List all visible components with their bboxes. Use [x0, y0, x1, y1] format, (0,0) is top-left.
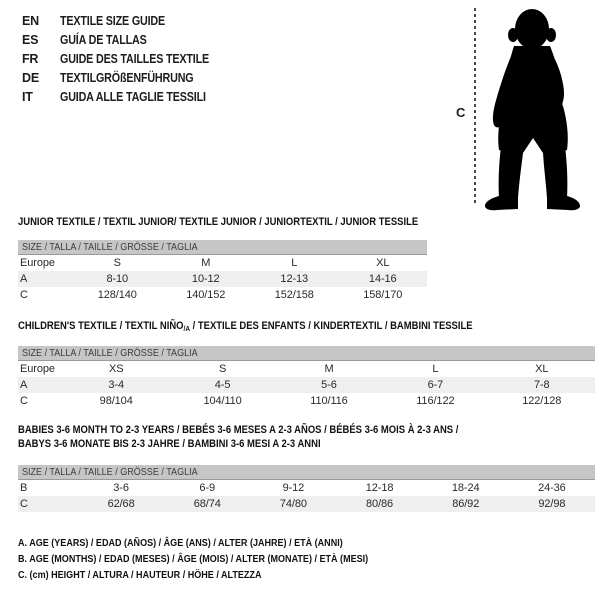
children-table-title: CHILDREN'S TEXTILE / TEXTIL NIÑO/A / TEXTILE DES ENFANTS / KINDERTEXTIL / BAMBINI TESSILE — [18, 320, 473, 333]
subscript-text: /A — [183, 324, 190, 333]
language-row-es — [22, 30, 233, 49]
row-label-cell: B — [20, 482, 28, 494]
table-row — [18, 377, 595, 393]
row-label-cell: A — [18, 377, 63, 393]
language-code: FR — [22, 51, 39, 66]
size-cell: S — [218, 363, 227, 375]
size-cell: 98/104 — [99, 395, 133, 407]
size-cell: S — [113, 257, 121, 269]
language-code: IT — [22, 89, 33, 104]
size-cell: XL — [376, 257, 390, 269]
size-cell: XL — [535, 363, 549, 375]
size-cell: 12-18 — [365, 482, 394, 494]
size-cell: 128/140 — [97, 289, 137, 301]
language-code: DE — [22, 70, 39, 85]
size-cell: 7-8 — [489, 377, 595, 393]
row-label-cell: C — [20, 289, 28, 301]
language-title: TEXTILE SIZE GUIDE — [60, 13, 166, 28]
size-cell: 5-6 — [276, 377, 382, 393]
babies-size-table — [18, 465, 595, 512]
height-measure-label: C — [456, 105, 466, 120]
language-title-block — [22, 11, 233, 106]
size-cell: 92/98 — [509, 496, 595, 512]
size-cell: 12-13 — [250, 271, 339, 287]
size-cell: 8-10 — [73, 271, 162, 287]
size-cell: 62/68 — [78, 496, 164, 512]
size-header-bar: SIZE / TALLA / TAILLE / GRÖSSE / TAGLIA — [18, 346, 595, 361]
height-measure-dashed-line — [474, 8, 476, 206]
language-code: ES — [22, 32, 39, 47]
size-cell: 9-12 — [282, 482, 305, 494]
size-cell: 3-4 — [63, 377, 169, 393]
size-header-bar: SIZE / TALLA / TAILLE / GRÖSSE / TAGLIA — [18, 465, 595, 480]
size-cell: M — [324, 363, 334, 375]
row-label-cell: Europe — [20, 363, 55, 375]
language-row-fr — [22, 49, 233, 68]
baby-silhouette-figure — [450, 4, 598, 216]
note-c: C. (cm) HEIGHT / ALTURA / HAUTEUR / HÖHE / ALTEZZA — [18, 569, 262, 581]
children-size-table — [18, 346, 595, 409]
size-cell: 4-5 — [169, 377, 275, 393]
size-cell: 68/74 — [164, 496, 250, 512]
size-cell: 6-7 — [382, 377, 488, 393]
size-cell: 3-6 — [113, 482, 129, 494]
size-cell: 152/158 — [274, 289, 314, 301]
size-cell: 110/116 — [310, 395, 348, 407]
size-cell: 86/92 — [423, 496, 509, 512]
language-title: GUIDE DES TAILLES TEXTILE — [60, 51, 210, 66]
size-cell: 6-9 — [199, 482, 216, 494]
note-b: B. AGE (MONTHS) / EDAD (MESES) / ÂGE (MOIS) / ALTER (MONATE) / ETÀ (MESI) — [18, 553, 369, 565]
junior-size-table — [18, 240, 427, 303]
table-row — [18, 496, 595, 512]
language-title: GUIDA ALLE TAGLIE TESSILI — [60, 89, 206, 104]
legend-notes — [18, 537, 425, 585]
size-cell: 24-36 — [538, 482, 566, 494]
size-cell: 14-16 — [339, 271, 428, 287]
language-row-it — [22, 87, 233, 106]
size-cell: 74/80 — [250, 496, 336, 512]
language-row-en — [22, 11, 233, 30]
babies-table-title: BABIES 3-6 MONTH TO 2-3 YEARS / BEBÉS 3-6 MESES A 2-3 AÑOS / BÉBÉS 3-6 MOIS À 2-3 ANS / BABYS 3-6 MONATE BIS 2-3 JAHRE / BAMBINI 3-6 MESI A 2-3 ANNI — [18, 424, 459, 450]
size-cell: 122/128 — [522, 395, 562, 407]
table-row — [18, 393, 595, 409]
size-cell: M — [201, 257, 211, 269]
row-label-cell: C — [20, 395, 28, 407]
size-cell: 18-24 — [451, 482, 480, 494]
row-label-cell: Europe — [20, 257, 55, 269]
size-cell: 140/152 — [186, 289, 226, 301]
language-row-de — [22, 68, 233, 87]
size-cell: 158/170 — [363, 289, 403, 301]
size-cell: 116/122 — [416, 395, 455, 407]
size-cell: 104/110 — [203, 395, 242, 407]
row-label-cell: C — [18, 496, 78, 512]
note-a: A. AGE (YEARS) / EDAD (AÑOS) / ÂGE (ANS) / ALTER (JAHRE) / ETÀ (ANNI) — [18, 537, 343, 549]
junior-table-title: JUNIOR TEXTILE / TEXTIL JUNIOR/ TEXTILE JUNIOR / JUNIORTEXTIL / JUNIOR TESSILE — [18, 216, 419, 228]
size-cell: L — [432, 363, 439, 375]
table-row — [18, 271, 427, 287]
size-cell: 80/86 — [336, 496, 422, 512]
size-cell: XS — [108, 363, 124, 375]
size-cell: 10-12 — [162, 271, 251, 287]
row-label-cell: A — [18, 271, 73, 287]
language-code: EN — [22, 13, 39, 28]
language-title: TEXTILGRÖßENFÜHRUNG — [60, 70, 194, 85]
size-cell: L — [291, 257, 298, 269]
table-row — [18, 255, 427, 272]
table-row — [18, 480, 595, 497]
language-title: GUÍA DE TALLAS — [60, 32, 147, 47]
baby-silhouette-icon — [483, 6, 583, 212]
table-row — [18, 361, 595, 378]
table-row — [18, 287, 427, 303]
size-header-bar: SIZE / TALLA / TAILLE / GRÖSSE / TAGLIA — [18, 240, 427, 255]
